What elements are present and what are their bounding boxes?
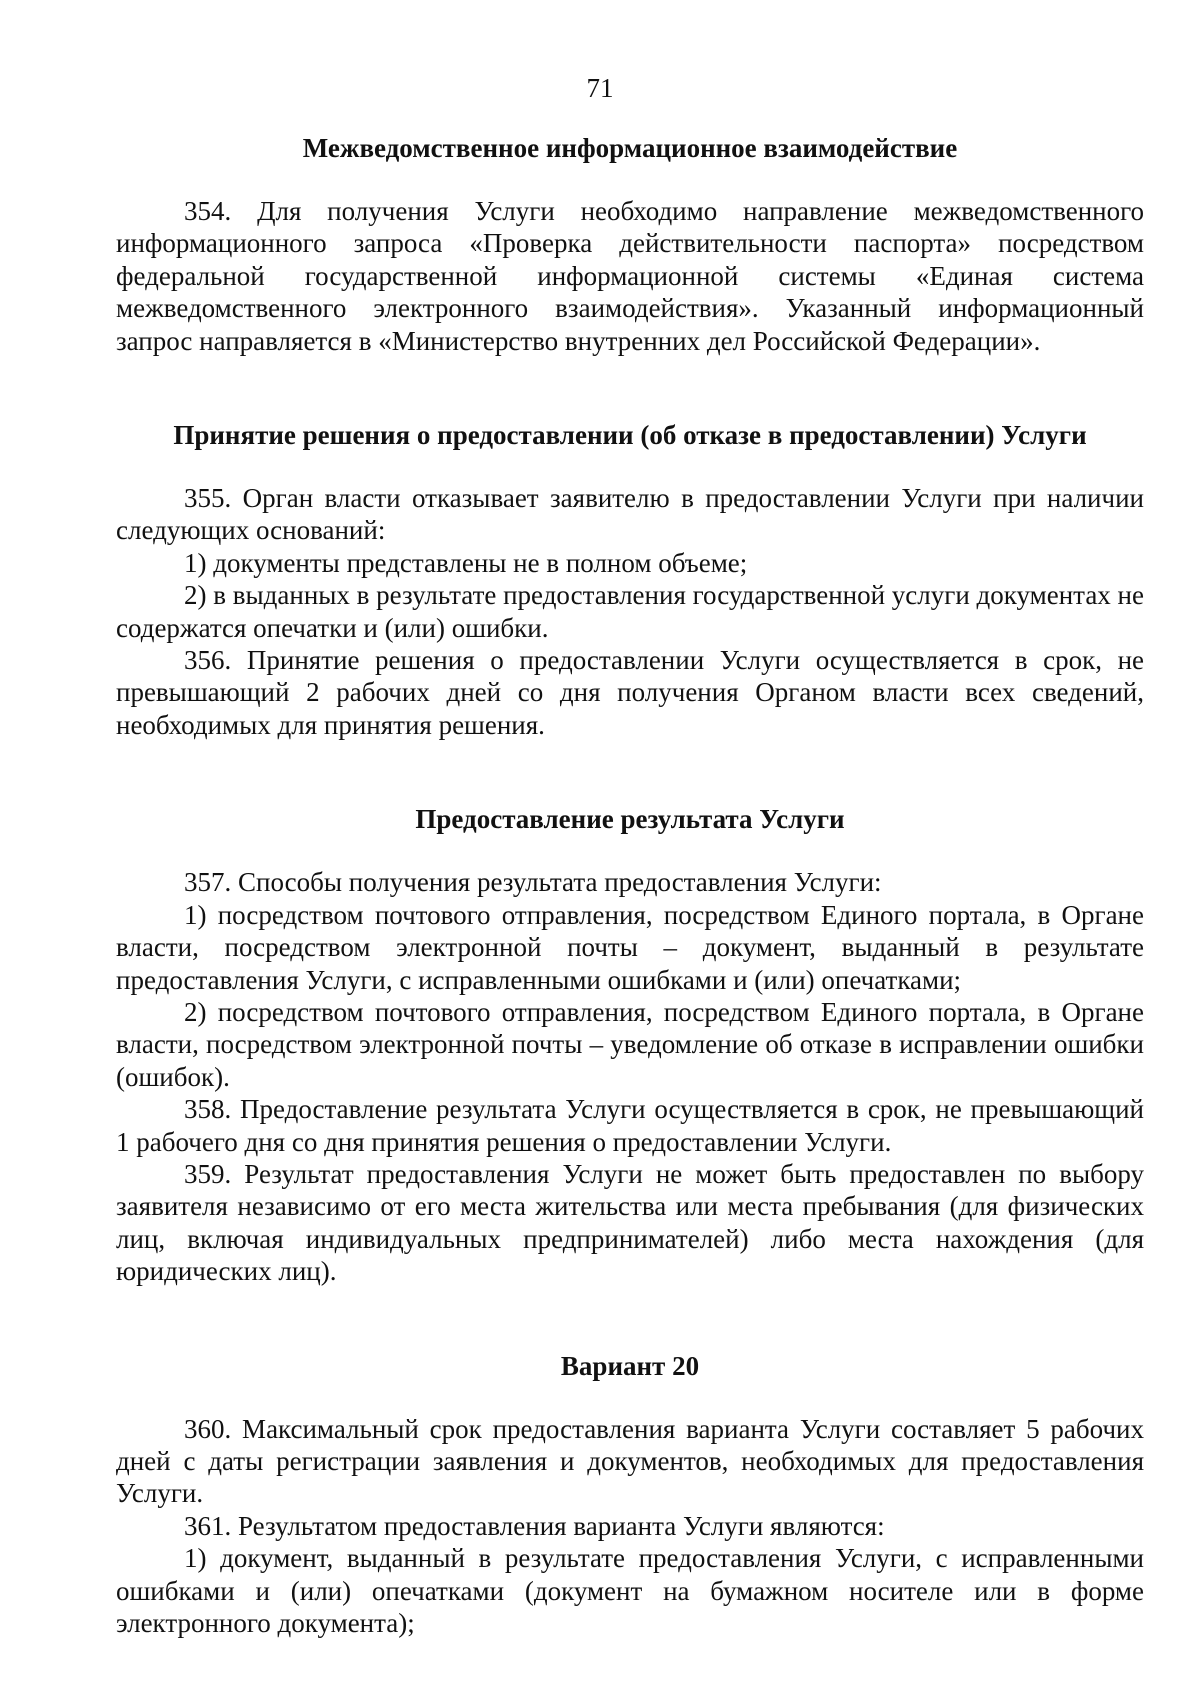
paragraph-361-item-1: 1) документ, выданный в результате предоставления Услуги, с исправленными ошибками и (или) опечатками (документ на бумажном носителе или в форме электронного документа); [116,1543,1144,1638]
paragraph-358: 358. Предоставление результата Услуги осуществляется в срок, не превышающий 1 рабочего дня со дня принятия решения о предоставлении Услуги. [116,1094,1144,1157]
section-heading-decision: Принятие решения о предоставлении (об отказе в предоставлении) Услуги [173,420,1087,451]
paragraph-356: 356. Принятие решения о предоставлении Услуги осуществляется в срок, не превышающий 2 рабочих дней со дня получения Органом власти всех сведений, необходимых для принятия решения. [116,645,1144,740]
paragraph-357-item-1: 1) посредством почтового отправления, посредством Единого портала, в Органе власти, посредством электронной почты – документ, выданный в результате предоставления Услуги, с исправленными ошибками и (или) опечатками; [116,899,1144,995]
paragraph-355-item-2: 2) в выданных в результате предоставления государственной услуги документах не содержатся опечатки и (или) ошибки. [116,580,1144,643]
paragraph-359: 359. Результат предоставления Услуги не может быть предоставлен по выбору заявителя независимо от его места жительства или места пребывания (для физических лиц, включая индивидуальных предпринимателей) либо места нахождения (для юридических лиц). [116,1158,1144,1287]
section-heading-interagency: Межведомственное информационное взаимодействие [302,133,958,163]
paragraph-357-item-2: 2) посредством почтового отправления, посредством Единого портала, в Органе власти, посредством электронной почты – уведомление об отказе в исправлении ошибки (ошибок). [116,996,1144,1092]
paragraph-360: 360. Максимальный срок предоставления варианта Услуги составляет 5 рабочих дней с даты регистрации заявления и документов, необходимых для предоставления Услуги. [116,1413,1144,1509]
paragraph-361: 361. Результатом предоставления варианта Услуги являются: [184,1510,885,1541]
document-body [116,132,1144,1639]
paragraph-354: 354. Для получения Услуги необходимо направление межведомственного информационного запроса «Проверка действительности паспорта» посредством федеральной государственной информационной системы «Единая система межведомственного электронного взаимодействия». Указанный информационный запрос направляется в «Министерство внутренних дел Российской Федерации». [116,196,1144,356]
section-heading-result: Предоставление результата Услуги [415,804,845,835]
page-number: 71 [586,73,614,103]
paragraph-355-item-1: 1) документы представлены не в полном объеме; [184,547,748,578]
paragraph-357: 357. Способы получения результата предоставления Услуги: [184,867,882,898]
section-heading-variant-20: Вариант 20 [560,1350,700,1381]
paragraph-355: 355. Орган власти отказывает заявителю в предоставлении Услуги при наличии следующих оснований: [116,483,1144,546]
